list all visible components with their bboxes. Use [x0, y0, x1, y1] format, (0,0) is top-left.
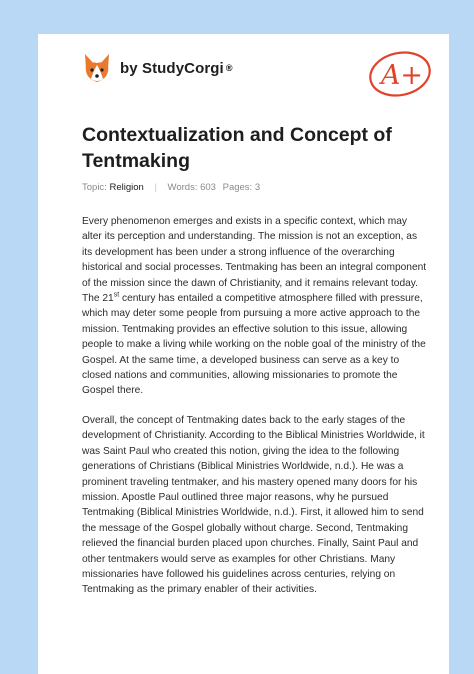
brand[interactable]: [82, 52, 232, 84]
a-plus-grade-icon: [366, 44, 438, 100]
ordinal-suffix: st: [113, 291, 120, 299]
page-title: Contextualization and Concept of Tentmaking: [82, 124, 392, 172]
grade-badge-text: A+: [380, 60, 424, 91]
words-label: Words:: [167, 182, 198, 193]
paragraph-1-text-b: century has entailed a competitive atmosphere filled with pressure, which may deter some people from pursuing a more active approach to the mission. Tentmaking provides an effective solution to this issue, allowing people to make a living while working on the noble goal of the ministry of the Gospel. At the same time, a developed business can serve as a key to closed nations and communities, allowing missionaries to promote the Gospel there.: [82, 293, 426, 397]
topic-link[interactable]: Religion: [109, 182, 144, 193]
paragraph-1-text-a: Every phenomenon emerges and exists in a specific context, which may alter its perception and understanding. The mission is not an exception, as its development has been under a strong influence of the overarching historical and social processes. Tentmaking has been an integral component of the mission since the dawn of Christianity, and it remains relevant today. The 21: [82, 216, 427, 305]
pages-label: Pages:: [222, 182, 253, 193]
registered-mark: ®: [225, 63, 233, 73]
topic-label: Topic:: [82, 182, 107, 193]
corgi-logo-icon: [82, 52, 112, 84]
pages-count: 3: [254, 182, 261, 193]
essay-body: [82, 214, 428, 612]
brand-name: by StudyCorgi: [120, 59, 224, 77]
meta-divider: |: [154, 182, 157, 193]
paragraph-1: [82, 214, 428, 399]
words-count: 603: [200, 182, 216, 193]
meta-info: [82, 182, 260, 193]
paragraph-2: Overall, the concept of Tentmaking dates back to the early stages of the development of Christianity. According to the Biblical Ministries Worldwide, it was Saint Paul who created this notion, giving the idea to the following generations of Christians (Biblical Ministries Worldwide, n.d.). He was a prominent traveling tentmaker, and his mastery opened many doors for his mission. Apostle Paul outlined three major reasons, why he pursued Tentmaking (Biblical Ministries Worldwide, n.d.). First, it allowed him to send the message of the Gospel globally without charge. Second, Tentmaking relieved the financial burden placed upon churches. Finally, Saint Paul and other tentmakers would serve as examples for other Christians. Many missionaries have followed his guidelines across centuries, relying on Tentmaking as the primary enabler of their activities.: [82, 414, 425, 596]
document-page: [38, 34, 449, 674]
